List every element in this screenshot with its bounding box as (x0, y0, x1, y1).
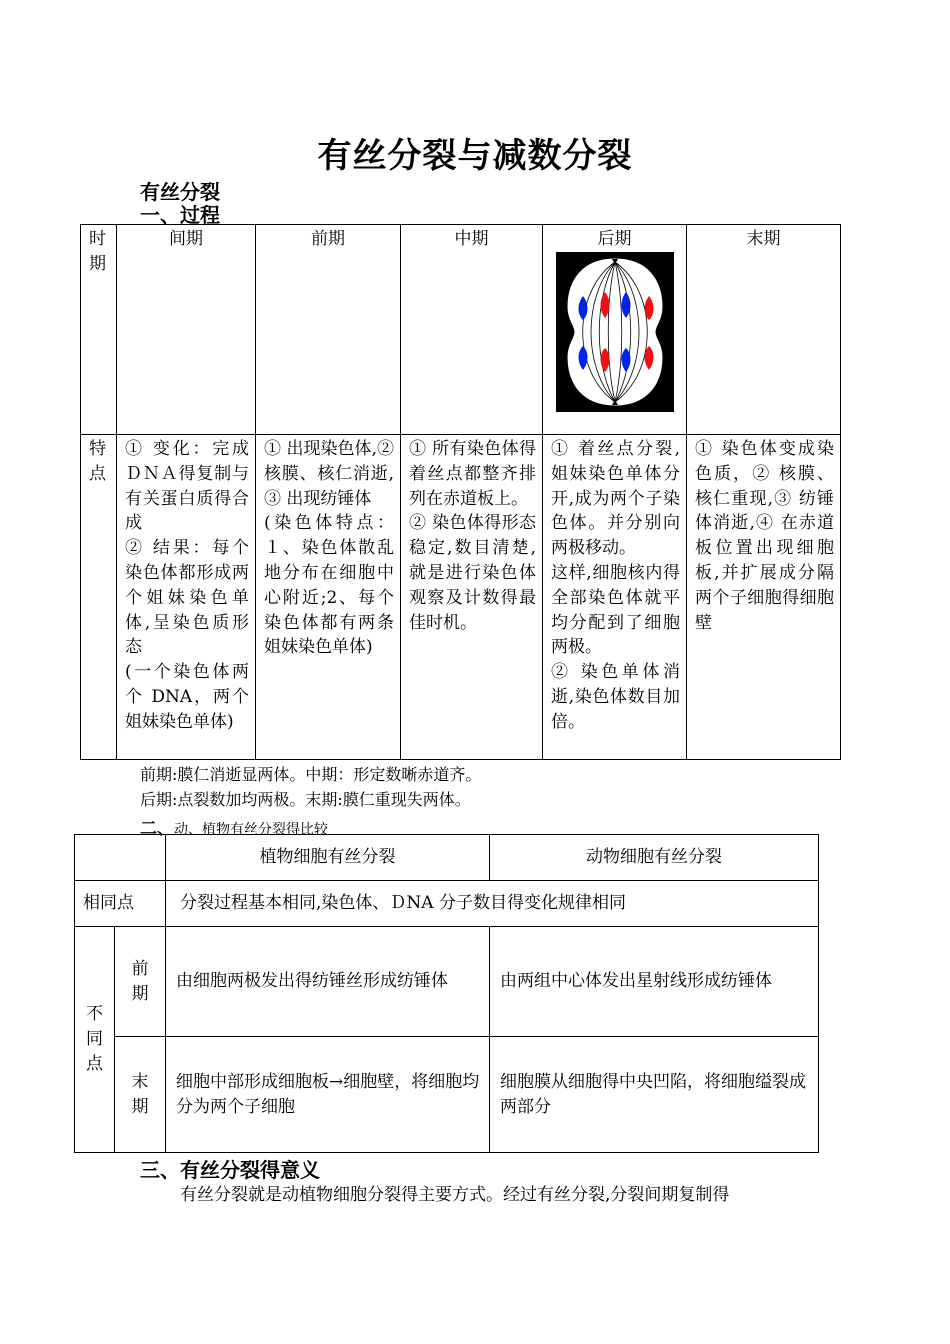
plant-animal-comparison-table (74, 834, 819, 1153)
section-title: 有丝分裂 (140, 180, 220, 204)
document-title: 有丝分裂与减数分裂 (317, 136, 633, 176)
telophase-diff-row (75, 1037, 819, 1153)
row-label-feature: 特 点 (81, 435, 117, 760)
col-animal: 动物细胞有丝分裂 (490, 835, 819, 881)
same-row (75, 881, 819, 927)
phase-interphase: 间期 (117, 225, 256, 435)
pro-plant: 由细胞两极发出得纺锤丝形成纺锤体 (166, 927, 490, 1037)
phase-prophase: 前期 (256, 225, 401, 435)
col-plant: 植物细胞有丝分裂 (166, 835, 490, 881)
heading-process: 一、过程 (140, 203, 220, 227)
significance-paragraph: 有丝分裂就是动植物细胞分裂得主要方式。经过有丝分裂,分裂间期复制得 (180, 1185, 730, 1205)
corner-cell (75, 835, 166, 881)
telo-label: 末 期 (115, 1037, 166, 1153)
telo-plant: 细胞中部形成细胞板→细胞壁，将细胞均分为两个子细胞 (166, 1037, 490, 1153)
pro-animal: 由两组中心体发出星射线形成纺锤体 (490, 927, 819, 1037)
feature-telophase: ① 染色体变成染色质，② 核膜、核仁重现,③ 纺锤体消逝,④ 在赤道板位置出现细胞板,并扩展成分隔两个子细胞得细胞壁 (687, 435, 841, 760)
feature-metaphase: ① 所有染色体得着丝点都整齐排列在赤道板上。 ② 染色体得形态稳定,数目清楚,就是进行染色体观察及计数得最佳时机。 (401, 435, 543, 760)
same-text: 分裂过程基本相同,染色体、ＤNA 分子数目得变化规律相同 (166, 881, 819, 927)
phase-row (81, 225, 841, 435)
telo-animal: 细胞膜从细胞得中央凹陷，将细胞缢裂成两部分 (490, 1037, 819, 1153)
mnemonic-line-1: 前期:膜仁消逝显两体。中期：形定数晰赤道齐。 (140, 765, 482, 784)
prophase-diff-row (75, 927, 819, 1037)
mnemonic-line-2: 后期:点裂数加均两极。末期:膜仁重现失两体。 (140, 790, 471, 809)
feature-anaphase: ① 着丝点分裂,姐妹染色单体分开,成为两个子染色体。并分别向两极移动。 这样,细胞核内得全部染色体就平均分配到了细胞两极。 ② 染色单体消逝,染色体数目加倍。 (543, 435, 687, 760)
diff-label: 不 同 点 (75, 927, 115, 1153)
phase-telophase: 末期 (687, 225, 841, 435)
mitosis-process-table (80, 224, 841, 760)
phase-metaphase: 中期 (401, 225, 543, 435)
comparison-header-row (75, 835, 819, 881)
phase-anaphase: 后期 (543, 225, 687, 435)
row-label-time: 时 期 (81, 225, 117, 435)
heading-significance: 三、有丝分裂得意义 (140, 1158, 320, 1182)
pro-label: 前 期 (115, 927, 166, 1037)
heading-compare: 二、动、植物有丝分裂得比较 (140, 819, 328, 839)
feature-interphase: ① 变化：完成ＤＮＡ得复制与有关蛋白质得合成 ② 结果：每个染色体都形成两个姐妹染色单体,呈染色质形态 (一个染色体两个 DNA，两个姐妹染色单体) (117, 435, 256, 760)
same-label: 相同点 (75, 881, 166, 927)
feature-row (81, 435, 841, 760)
anaphase-cell-diagram (556, 252, 674, 412)
feature-prophase: ① 出现染色体,② 核膜、核仁消逝,③ 出现纺锤体 (染色体特点：１、染色体散乱地分布在细胞中心附近;2、每个染色体都有两条姐妹染色单体) (256, 435, 401, 760)
